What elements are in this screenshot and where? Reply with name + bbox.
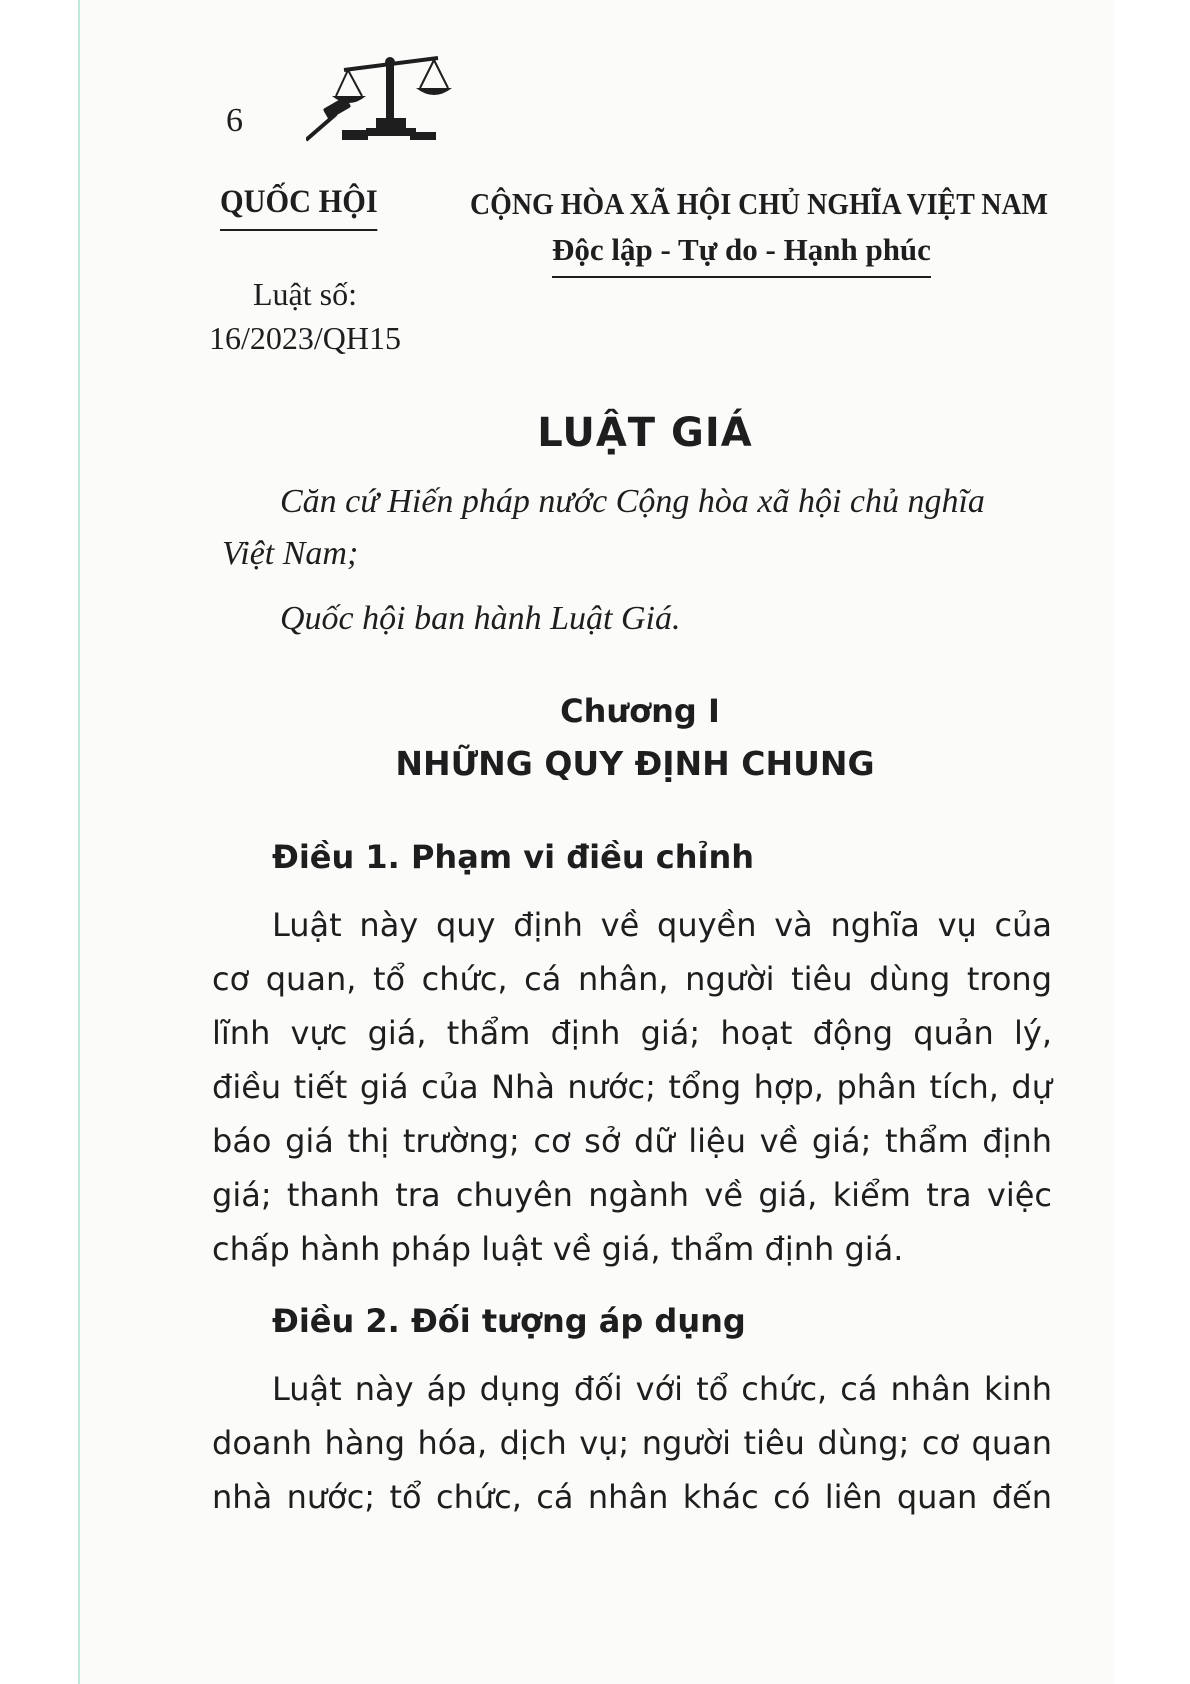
article-1-line: chấp hành pháp luật về giá, thẩm định giá. (212, 1230, 904, 1268)
page-number: 6 (226, 102, 243, 139)
article-1-line: báo giá thị trường; cơ sở dữ liệu về giá; thẩm định (212, 1122, 1052, 1160)
national-motto: Độc lập - Tự do - Hạnh phúc (552, 232, 931, 278)
chapter-title: NHỮNG QUY ĐỊNH CHUNG (395, 744, 875, 783)
law-title: LUẬT GIÁ (537, 410, 753, 456)
national-name: CỘNG HÒA XÃ HỘI CHỦ NGHĨA VIỆT NAM (470, 186, 1048, 221)
preamble-line-1: Căn cứ Hiến pháp nước Cộng hòa xã hội chủ nghĩa (280, 483, 985, 520)
article-1-line: điều tiết giá của Nhà nước; tổng hợp, phân tích, dự (212, 1068, 1052, 1106)
article-1-line: lĩnh vực giá, thẩm định giá; hoạt động quản lý, (212, 1014, 1052, 1052)
preamble-line-3: Quốc hội ban hành Luật Giá. (280, 600, 681, 637)
scales-of-justice-icon (306, 48, 466, 148)
law-number (180, 272, 430, 360)
preamble-line-2: Việt Nam; (222, 535, 359, 572)
chapter-number: Chương I (560, 692, 720, 730)
article-2-heading: Điều 2. Đối tượng áp dụng (272, 1302, 746, 1340)
issuing-agency: QUỐC HỘI (220, 184, 378, 231)
law-number-label: Luật số: (253, 276, 357, 312)
article-2-line: doanh hàng hóa, dịch vụ; người tiêu dùng; cơ quan (212, 1424, 1052, 1462)
article-1-heading: Điều 1. Phạm vi điều chỉnh (272, 838, 755, 876)
law-number-value: 16/2023/QH15 (209, 320, 401, 356)
article-2-line: nhà nước; tổ chức, cá nhân khác có liên quan đến (212, 1478, 1052, 1516)
article-2-line: Luật này áp dụng đối với tổ chức, cá nhân kinh (272, 1370, 1052, 1408)
article-1-line: cơ quan, tổ chức, cá nhân, người tiêu dùng trong (212, 960, 1052, 998)
article-1-line: Luật này quy định về quyền và nghĩa vụ của (272, 906, 1052, 944)
article-1-line: giá; thanh tra chuyên ngành về giá, kiểm tra việc (212, 1176, 1052, 1214)
